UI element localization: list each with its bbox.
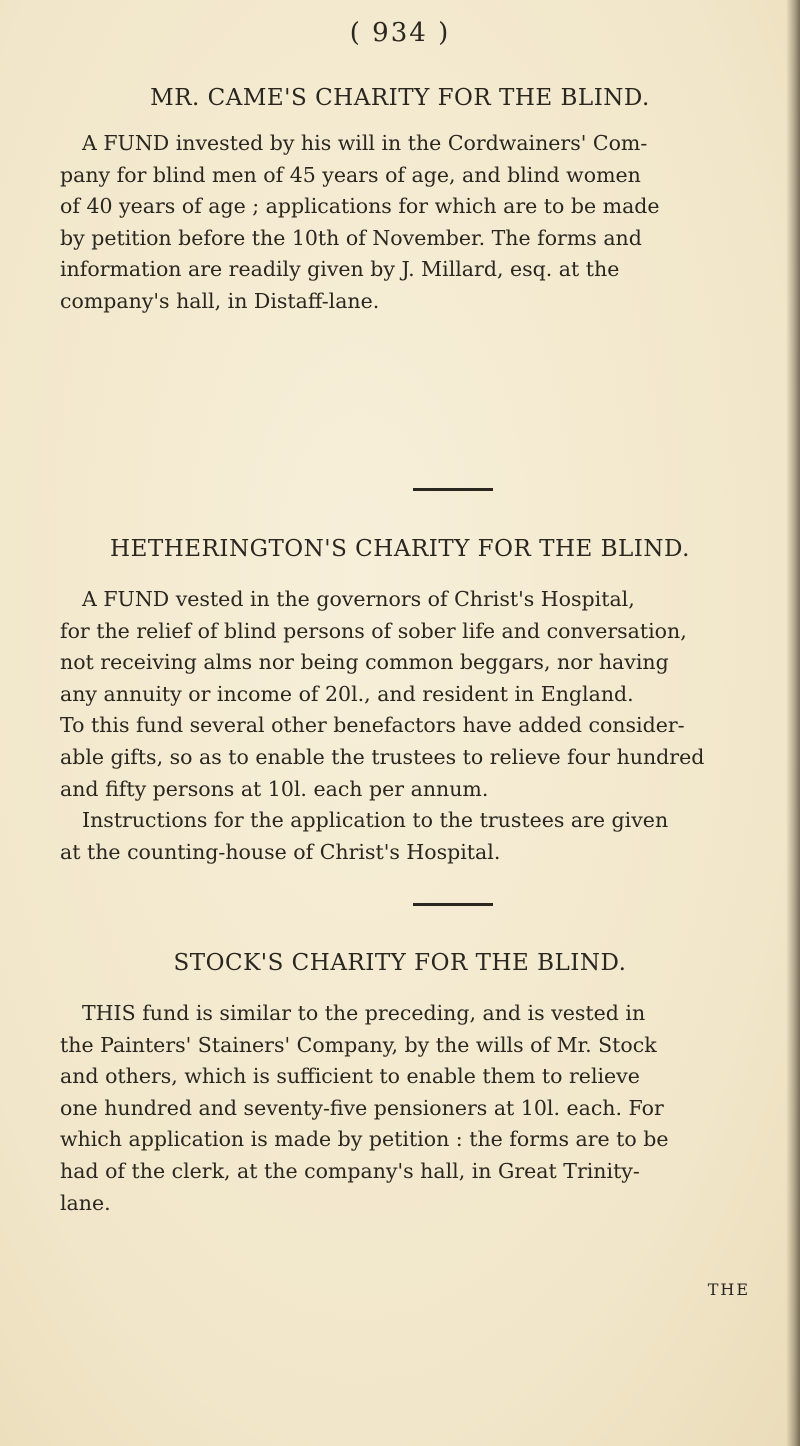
section-title-stock: STOCK'S CHARITY FOR THE BLIND. xyxy=(173,950,627,976)
text-line: THIS fund is similar to the preceding, and is vested in xyxy=(82,1001,646,1025)
section-title-came: MR. CAME'S CHARITY FOR THE BLIND. xyxy=(150,85,650,111)
section-body-came xyxy=(60,128,760,318)
text-line: A FUND vested in the governors of Christ's Hospital, xyxy=(82,587,635,611)
section-divider xyxy=(413,903,493,906)
text-line: at the counting-house of Christ's Hospital. xyxy=(60,839,501,864)
binding-shadow xyxy=(786,0,800,1446)
text-line: one hundred and seventy-five pensioners at 10l. each. For xyxy=(60,1095,664,1120)
page-number: ( 934 ) xyxy=(349,18,451,48)
text-line: lane. xyxy=(60,1190,111,1215)
text-line: had of the clerk, at the company's hall, in Great Trinity- xyxy=(60,1158,640,1183)
text-line: A FUND invested by his will in the Cordwainers' Com- xyxy=(82,131,648,155)
text-line: able gifts, so as to enable the trustees to relieve four hundred xyxy=(60,744,705,769)
section-title-hetherington: HETHERINGTON'S CHARITY FOR THE BLIND. xyxy=(110,536,690,562)
text-line: which application is made by petition : the forms are to be xyxy=(60,1127,669,1152)
section-body-hetherington xyxy=(60,584,760,868)
text-line: not receiving alms nor being common beggars, nor having xyxy=(60,650,669,675)
text-line: and others, which is sufficient to enable them to relieve xyxy=(60,1064,640,1089)
text-line: Instructions for the application to the trustees are given xyxy=(82,808,669,833)
text-line: and fifty persons at 10l. each per annum. xyxy=(60,776,489,801)
text-line: information are readily given by J. Millard, esq. at the xyxy=(60,257,620,282)
text-line: company's hall, in Distaff-lane. xyxy=(60,288,380,313)
text-line: the Painters' Stainers' Company, by the wills of Mr. Stock xyxy=(60,1032,657,1057)
text-line: pany for blind men of 45 years of age, and blind women xyxy=(60,162,641,187)
text-line: of 40 years of age ; applications for which are to be made xyxy=(60,194,660,219)
text-line: To this fund several other benefactors have added consider- xyxy=(60,713,685,738)
section-divider xyxy=(413,488,493,491)
text-line: any annuity or income of 20l., and resident in England. xyxy=(60,681,634,706)
text-line: by petition before the 10th of November. The forms and xyxy=(60,225,642,250)
section-body-stock xyxy=(60,998,760,1219)
text-line: for the relief of blind persons of sober life and conversation, xyxy=(60,618,687,643)
catchword: THE xyxy=(707,1280,750,1299)
